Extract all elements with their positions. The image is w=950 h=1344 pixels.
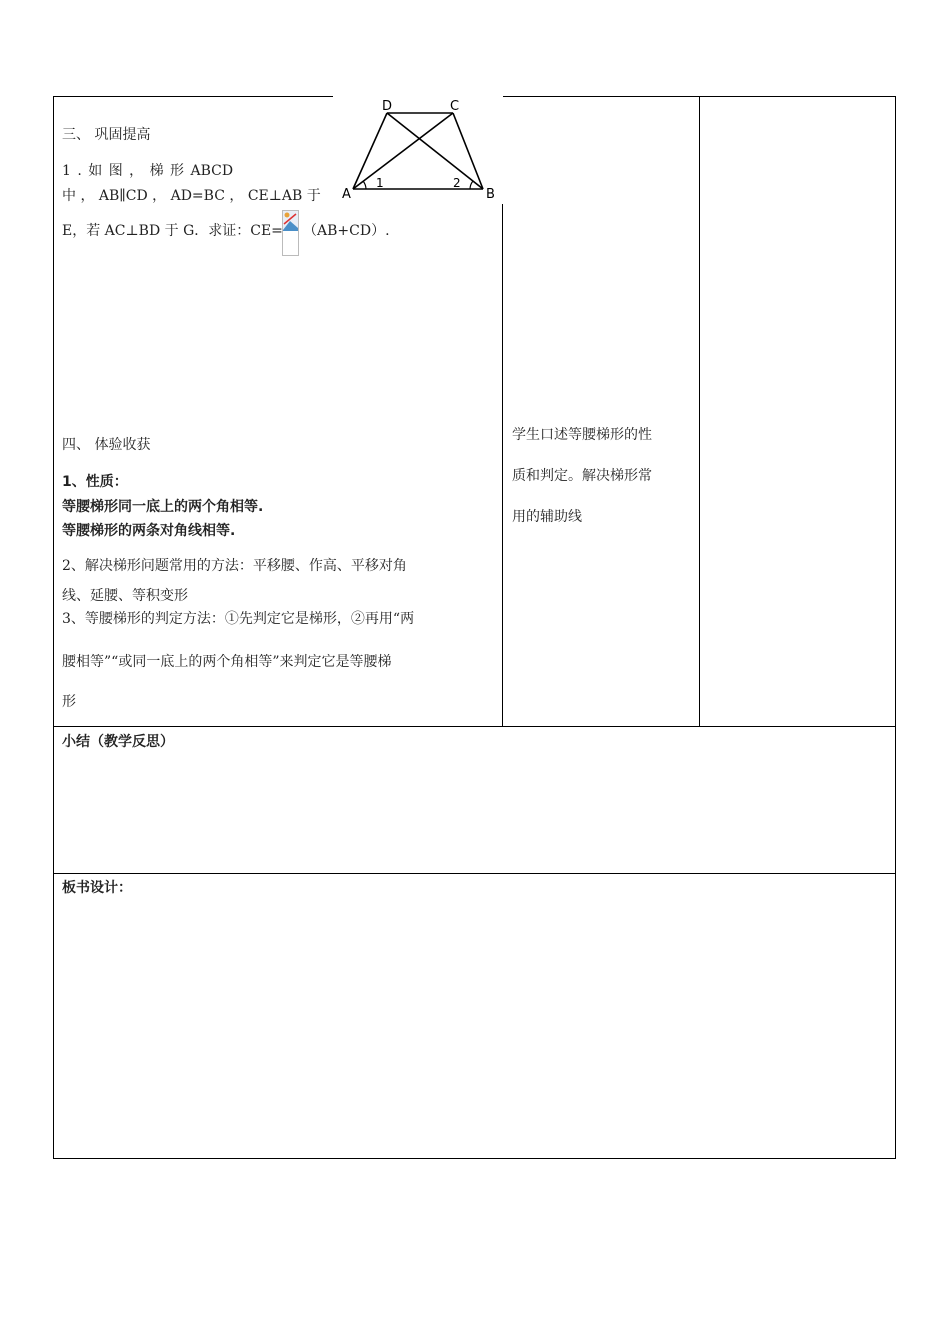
angle-label-2: 2 xyxy=(453,176,461,190)
label-A: A xyxy=(342,187,351,202)
problem-line-3b: （AB+CD）. xyxy=(303,223,390,239)
row-divider-board xyxy=(53,873,896,874)
property-line-1: 等腰梯形同一底上的两个角相等. xyxy=(62,499,264,515)
angle-arc-2 xyxy=(470,181,473,189)
trapezoid-figure xyxy=(333,96,503,204)
fraction-image-icon xyxy=(282,210,299,256)
criteria-line-2: 腰相等”“或同一底上的两个角相等”来判定它是等腰梯 xyxy=(62,654,392,670)
problem-line-2: 中 ， AB∥CD ， AD=BC ， CE⊥AB 于 xyxy=(62,188,321,204)
section4-heading: 四、 体验收获 xyxy=(62,437,151,453)
label-D: D xyxy=(382,99,393,114)
board-design-label: 板书设计： xyxy=(62,880,132,896)
table-right-border xyxy=(895,96,896,1159)
row-divider-summary xyxy=(53,726,896,727)
table-left-border xyxy=(53,96,54,1159)
student-activity-line-3: 用的辅助线 xyxy=(512,509,582,525)
column-divider-2 xyxy=(699,96,700,727)
method-line-1: 2、解决梯形问题常用的方法：平移腰、作高、平移对角 xyxy=(62,558,407,574)
problem-line-3a: E，若 AC⊥BD 于 G．求证：CE= xyxy=(62,223,283,239)
summary-label: 小结（教学反思） xyxy=(62,734,174,750)
diagonal-AC xyxy=(353,113,453,189)
student-activity-line-1: 学生口述等腰梯形的性 xyxy=(512,427,652,443)
table-bottom-border xyxy=(53,1158,896,1159)
label-C: C xyxy=(450,99,460,114)
property-title: 1、性质： xyxy=(62,474,128,490)
table-top-border-left xyxy=(53,96,334,97)
method-line-2: 线、延腰、等积变形 xyxy=(62,588,188,604)
criteria-line-1: 3、等腰梯形的判定方法：①先判定它是梯形，②再用“两 xyxy=(62,611,415,627)
criteria-line-3: 形 xyxy=(62,694,76,710)
property-line-2: 等腰梯形的两条对角线相等. xyxy=(62,523,236,539)
label-B: B xyxy=(486,187,495,202)
problem-line-1: 1 . 如 图 ， 梯 形 ABCD xyxy=(62,163,234,179)
section3-heading: 三、 巩固提高 xyxy=(62,127,151,143)
student-activity-line-2: 质和判定。解决梯形常 xyxy=(512,468,652,484)
angle-arc-1 xyxy=(363,181,366,189)
angle-label-1: 1 xyxy=(376,176,384,190)
